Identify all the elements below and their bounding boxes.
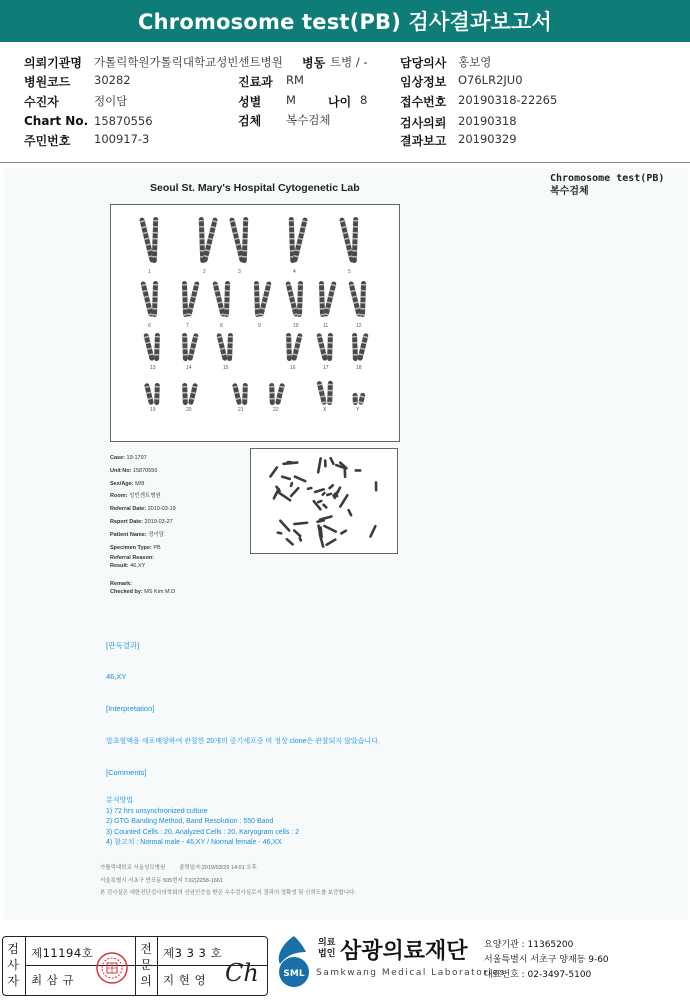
metaphase-chromosome bbox=[286, 461, 292, 464]
interpretation-heading: [Interpretation] bbox=[106, 704, 155, 713]
chromosome-band bbox=[152, 244, 157, 246]
chromosome-number: 5 bbox=[348, 269, 351, 275]
chromosome-band bbox=[327, 354, 332, 356]
specialist-signature: Ch bbox=[225, 959, 259, 987]
chromosome-number: 18 bbox=[356, 365, 362, 371]
method-line-4: 4) 참고치 : Normal male - 46,XY / Normal female - 46,XX bbox=[106, 839, 282, 846]
interpretation-text: 말초혈액을 세포배양하여 관찰한 20개의 중기세포중 비 정상 clone은 관찰되지 않았습니다. bbox=[106, 738, 380, 745]
report-header bbox=[0, 0, 690, 42]
chromosome-number: 20 bbox=[186, 407, 192, 413]
footer-note: 본 검사실은 대한진단검사의학회의 신임인증을 받은 우수검사실로서 결과의 정확성 및 신뢰도를 보증합니다. bbox=[100, 890, 356, 896]
chromosome-band bbox=[297, 308, 302, 310]
chromosome-band bbox=[242, 250, 247, 252]
chromosome-band bbox=[200, 250, 205, 252]
chromosome-band bbox=[286, 342, 291, 344]
report-date-row: Report Date: 2019-03-27 bbox=[110, 518, 173, 525]
chromosome-band bbox=[182, 386, 187, 388]
chromosome-number: 7 bbox=[186, 323, 189, 329]
metaphase-chromosome bbox=[340, 529, 348, 535]
result-row: Result: 46,XY bbox=[110, 563, 146, 570]
dept-value: RM bbox=[286, 73, 304, 87]
chromosome-band bbox=[361, 284, 366, 286]
metaphase-chromosome bbox=[293, 475, 307, 483]
chromosome-number: 15 bbox=[223, 365, 229, 371]
chromosome-band bbox=[328, 384, 333, 386]
metaphase-chromosome bbox=[317, 499, 323, 504]
chromosome-band bbox=[225, 296, 230, 298]
chromosome bbox=[254, 281, 260, 317]
chromosome-number: 19 bbox=[150, 407, 156, 413]
chromosome bbox=[348, 281, 362, 317]
chromosome-band bbox=[199, 232, 204, 234]
findings-heading: [판독결과] bbox=[106, 641, 140, 650]
result-value: 20190329 bbox=[458, 132, 517, 146]
chromosome-band bbox=[227, 354, 232, 356]
chromosome-band bbox=[182, 284, 187, 286]
svg-text:SML: SML bbox=[283, 969, 305, 979]
chromosome-band bbox=[360, 314, 365, 316]
chromosome-band bbox=[225, 290, 230, 292]
chromosome bbox=[319, 281, 325, 317]
metaphase-chromosome bbox=[317, 457, 322, 474]
doctor-label: 담당의사 bbox=[400, 56, 447, 70]
metaphase-spread bbox=[250, 448, 398, 554]
metaphase-chromosome bbox=[289, 486, 300, 497]
chromosome-number: 16 bbox=[290, 365, 296, 371]
chromosome-band bbox=[353, 232, 358, 234]
chromosome-band bbox=[243, 220, 248, 222]
ward-value: 트병 / - bbox=[330, 55, 368, 69]
chromosome-band bbox=[243, 232, 248, 234]
chromosome-band bbox=[353, 238, 358, 240]
tester-registration: 제11194호 bbox=[31, 946, 94, 960]
tester-vertical-label: 검 사 자 bbox=[7, 942, 19, 988]
metaphase-chromosome bbox=[326, 492, 333, 496]
signoff-bar bbox=[0, 928, 690, 1000]
chromosome-band bbox=[183, 348, 188, 350]
reason-row: Referral Reason: bbox=[110, 555, 155, 562]
chromosome-band bbox=[225, 284, 230, 286]
chromosome-band bbox=[182, 290, 187, 292]
chromosome-band bbox=[298, 296, 303, 298]
doctor-value: 홍보영 bbox=[458, 55, 492, 69]
chromosome-band bbox=[361, 290, 366, 292]
chromosome-number: 17 bbox=[323, 365, 329, 371]
chromosome-band bbox=[289, 220, 294, 222]
metaphase-chromosome bbox=[285, 537, 294, 546]
id-value: 100917-3 bbox=[94, 132, 150, 146]
metaphase-chromosome bbox=[324, 459, 327, 467]
chromosome-band bbox=[255, 308, 260, 310]
clinical-label: 임상정보 bbox=[400, 75, 447, 89]
chromosome-band bbox=[183, 308, 188, 310]
chromosome-band bbox=[287, 348, 292, 350]
chromosome-band bbox=[328, 390, 333, 392]
tester-seal-icon bbox=[95, 951, 129, 985]
method-line-1: 1) 72 hrs unsynchronized culture bbox=[106, 807, 208, 815]
metaphase-chromosome bbox=[329, 456, 335, 465]
chromosome-number: X bbox=[323, 407, 327, 413]
chromosome-band bbox=[152, 302, 157, 304]
metaphase-chromosome bbox=[276, 531, 282, 535]
chromosome bbox=[285, 281, 299, 317]
chromosome-band bbox=[269, 386, 274, 388]
chromosome-band bbox=[199, 220, 204, 222]
chromosome-band bbox=[152, 314, 157, 316]
chromosome-band bbox=[319, 296, 324, 298]
chromosome-band bbox=[228, 342, 233, 344]
checked-row: Checked by: MS Kim M.D bbox=[110, 589, 176, 596]
metaphase-chromosome bbox=[321, 491, 326, 496]
chromosome-band bbox=[319, 290, 324, 292]
comments-heading: [Comments] bbox=[106, 768, 147, 777]
hospital-code-label: 병원코드 bbox=[24, 75, 71, 89]
signature-box bbox=[2, 936, 268, 996]
chromosome-band bbox=[155, 342, 160, 344]
corp-prefix: 의료 법인 bbox=[318, 938, 336, 959]
contact-line-3: 대표번호 : 02-3497-5100 bbox=[484, 970, 592, 980]
chromosome-band bbox=[286, 336, 291, 338]
case-details bbox=[110, 452, 176, 596]
chromosome-band bbox=[298, 284, 303, 286]
chromosome-number: 2 bbox=[203, 269, 206, 275]
receipt-value: 20190318-22265 bbox=[458, 93, 558, 107]
chromosome-band bbox=[327, 348, 332, 350]
chromosome-band bbox=[287, 354, 292, 356]
metaphase-chromosome bbox=[347, 508, 353, 517]
chromosome-number: 9 bbox=[258, 323, 261, 329]
chromosome-band bbox=[353, 396, 358, 398]
metaphase-chromosome bbox=[277, 491, 292, 502]
chromosome-band bbox=[154, 398, 159, 400]
chromosome bbox=[186, 281, 200, 317]
sml-logo-icon bbox=[272, 934, 316, 990]
chromosome-band bbox=[242, 244, 247, 246]
chromosome-band bbox=[254, 284, 259, 286]
report-image bbox=[4, 168, 688, 920]
footer-org: 가톨릭대학교 서울성모병원 bbox=[100, 865, 166, 871]
chart-label: Chart No. bbox=[24, 114, 89, 128]
metaphase-chromosome bbox=[323, 524, 338, 533]
metaphase-image bbox=[251, 449, 397, 553]
chromosome-number: 13 bbox=[150, 365, 156, 371]
contact-line-2: 서울특별시 서초구 양재동 9-60 bbox=[484, 955, 609, 965]
chromosome-band bbox=[154, 348, 159, 350]
corner-tag-line2: 복수검체 bbox=[550, 186, 589, 197]
chromosome-band bbox=[153, 238, 158, 240]
chromosome-band bbox=[352, 250, 357, 252]
clinical-value: O76LR2JU0 bbox=[458, 73, 523, 87]
chromosome-band bbox=[254, 290, 259, 292]
chromosome-band bbox=[353, 220, 358, 222]
chromosome-number: 8 bbox=[220, 323, 223, 329]
chromosome-number: 14 bbox=[186, 365, 192, 371]
chromosome-band bbox=[320, 302, 325, 304]
patient-value: 정이담 bbox=[94, 94, 128, 108]
chromosome-band bbox=[153, 284, 158, 286]
chromosome-band bbox=[328, 336, 333, 338]
chromosome-band bbox=[183, 302, 188, 304]
age-label: 나이 bbox=[328, 95, 352, 109]
chromosome-band bbox=[361, 296, 366, 298]
metaphase-chromosome bbox=[281, 475, 292, 480]
chromosome-band bbox=[352, 244, 357, 246]
chromosome-band bbox=[297, 302, 302, 304]
chromosome-band bbox=[327, 402, 332, 404]
chromosome-band bbox=[154, 354, 159, 356]
chromosome bbox=[360, 281, 366, 317]
age-value: 8 bbox=[360, 93, 368, 107]
metaphase-chromosome bbox=[298, 536, 303, 542]
chromosome-band bbox=[328, 342, 333, 344]
metaphase-chromosome bbox=[328, 484, 335, 490]
chromosome-band bbox=[255, 302, 260, 304]
method-line-2: 2) GTG Banding Method, Band Resolution : 550 Band bbox=[106, 818, 274, 825]
chromosome bbox=[212, 281, 226, 317]
specialist-registration: 제3 3 3 호 bbox=[163, 946, 223, 960]
chromosome-band bbox=[243, 386, 248, 388]
ward-label: 병동 bbox=[302, 56, 326, 70]
karyogram bbox=[110, 204, 400, 442]
request-label: 검사의뢰 bbox=[400, 116, 447, 130]
chromosome-number: 11 bbox=[323, 323, 329, 329]
contact-line-1: 요양기관 : 11365200 bbox=[484, 940, 574, 950]
chromosome-band bbox=[242, 398, 247, 400]
chart-value: 15870556 bbox=[94, 114, 153, 128]
chromosome-number: 6 bbox=[148, 323, 151, 329]
metaphase-chromosome bbox=[322, 503, 328, 509]
patient-label: 수진자 bbox=[24, 95, 59, 109]
chromosome-band bbox=[320, 308, 325, 310]
chromosome-band bbox=[155, 392, 160, 394]
method-line-3: 3) Counted Cells : 20, Analyzed Cells : 20, Karyogram cells : 2 bbox=[106, 828, 299, 836]
chromosome-band bbox=[270, 398, 275, 400]
metaphase-chromosome bbox=[278, 519, 291, 532]
method-title: 분석방법 bbox=[106, 797, 134, 804]
chromosome-band bbox=[269, 392, 274, 394]
chromosome-band bbox=[152, 256, 157, 258]
chromosome-band bbox=[360, 308, 365, 310]
chromosome-band bbox=[319, 284, 324, 286]
chromosome-band bbox=[182, 342, 187, 344]
metaphase-chromosome bbox=[289, 482, 293, 488]
chromosome-band bbox=[153, 232, 158, 234]
specimen-value: 복수검체 bbox=[286, 113, 331, 127]
divider bbox=[0, 162, 690, 163]
report-title: Chromosome test(PB) 검사결과보고서 bbox=[138, 10, 552, 34]
sexage-row: Sex/Age: M/8 bbox=[110, 480, 145, 487]
metaphase-chromosome bbox=[293, 521, 308, 525]
method-section bbox=[106, 796, 299, 849]
chromosome-band bbox=[155, 336, 160, 338]
chromosome-number: 1 bbox=[148, 269, 151, 275]
company-name: 삼광의료재단 bbox=[340, 939, 468, 964]
chromosome-band bbox=[360, 302, 365, 304]
client-label: 의뢰기관명 bbox=[24, 56, 82, 70]
chromosome-band bbox=[290, 244, 295, 246]
chromosome-band bbox=[352, 256, 357, 258]
sex-value: M bbox=[286, 93, 296, 107]
chromosome-band bbox=[153, 220, 158, 222]
chromosome-band bbox=[153, 226, 158, 228]
corner-tag bbox=[550, 172, 664, 198]
chromosome-band bbox=[224, 302, 229, 304]
metaphase-chromosome bbox=[369, 524, 377, 538]
metaphase-chromosome bbox=[332, 495, 338, 498]
hospital-code-value: 30282 bbox=[94, 73, 131, 87]
case-row: Case: 19-1797 bbox=[110, 455, 147, 461]
metaphase-chromosome bbox=[333, 486, 342, 500]
chromosome-band bbox=[243, 238, 248, 240]
receipt-label: 접수번호 bbox=[400, 95, 447, 109]
metaphase-chromosome bbox=[339, 493, 350, 508]
chromosome-band bbox=[182, 296, 187, 298]
referral-row: Referral Date: 2019-03-19 bbox=[110, 506, 176, 513]
metaphase-chromosome bbox=[354, 469, 361, 472]
dept-label: 진료과 bbox=[238, 75, 273, 89]
chromosome-band bbox=[153, 296, 158, 298]
chromosome-band bbox=[199, 226, 204, 228]
metaphase-chromosome bbox=[325, 538, 337, 547]
chromosome-band bbox=[183, 398, 188, 400]
chromosome-band bbox=[243, 392, 248, 394]
chromosome-number: 22 bbox=[273, 407, 279, 413]
metaphase-chromosome bbox=[375, 481, 378, 491]
room-row: Room: 성빈센트병원 bbox=[110, 493, 161, 500]
patient-info bbox=[0, 48, 690, 156]
specialist-name: 지 현 영 bbox=[163, 973, 207, 987]
lab-title: Seoul St. Mary's Hospital Cytogenetic Lab bbox=[150, 182, 360, 194]
chromosome-band bbox=[353, 226, 358, 228]
specimen-label: 검체 bbox=[238, 114, 262, 128]
metaphase-chromosome bbox=[306, 486, 312, 490]
chromosome bbox=[297, 281, 303, 317]
sex-label: 성별 bbox=[238, 95, 262, 109]
chromosome-band bbox=[353, 402, 358, 404]
chromosome-band bbox=[182, 336, 187, 338]
chromosome-number: 21 bbox=[238, 407, 244, 413]
company-contact bbox=[484, 938, 609, 983]
chromosome-band bbox=[289, 226, 294, 228]
chromosome-band bbox=[352, 336, 357, 338]
chromosome-band bbox=[153, 290, 158, 292]
chromosome-band bbox=[289, 238, 294, 240]
chromosome bbox=[323, 281, 337, 317]
metaphase-chromosome bbox=[318, 515, 333, 521]
chromosome-band bbox=[297, 314, 302, 316]
chromosome bbox=[182, 281, 188, 317]
chromosome-band bbox=[290, 250, 295, 252]
specialist-vertical-label: 전 문 의 bbox=[140, 942, 152, 988]
footer-address: 서울특별시 서초구 반포동 505번지 T.02)2258-1661 bbox=[100, 877, 223, 884]
chromosome-band bbox=[155, 386, 160, 388]
chromosome-band bbox=[289, 232, 294, 234]
chromosome-band bbox=[353, 348, 358, 350]
chromosome-band bbox=[298, 290, 303, 292]
chromosome-band bbox=[199, 238, 204, 240]
chromosome-number: 3 bbox=[238, 269, 241, 275]
chromosome-number: 12 bbox=[356, 323, 362, 329]
chromosome-band bbox=[228, 336, 233, 338]
chromosome-band bbox=[227, 348, 232, 350]
footer-print-date: 출력일자:2019/03/29 14:01 오후 bbox=[179, 865, 257, 871]
unit-row: Unit No: 15870556 bbox=[110, 467, 158, 474]
chromosome-band bbox=[242, 256, 247, 258]
chromosome-band bbox=[152, 308, 157, 310]
company-subtitle: Samkwang Medical Laboratories bbox=[316, 968, 506, 978]
request-value: 20190318 bbox=[458, 114, 517, 128]
result-label: 결과보고 bbox=[400, 134, 447, 148]
specimen-type-row: Specimen Type: PB bbox=[110, 544, 161, 551]
chromosome-band bbox=[224, 308, 229, 310]
report-footer bbox=[100, 862, 356, 900]
metaphase-chromosome bbox=[269, 466, 279, 478]
chromosome-band bbox=[243, 226, 248, 228]
chromosome-band bbox=[254, 296, 259, 298]
chromosome-band bbox=[327, 396, 332, 398]
chromosome-number: 10 bbox=[293, 323, 299, 329]
chromosome-band bbox=[353, 354, 358, 356]
chromosome-band bbox=[224, 314, 229, 316]
findings-value: 46,XY bbox=[106, 672, 127, 681]
chromosome-number: Y bbox=[356, 407, 360, 413]
client-value: 가톨릭학원가톨릭대학교성빈센트병원 bbox=[94, 55, 283, 69]
remark-row: Remark: bbox=[110, 581, 133, 588]
chromosome bbox=[258, 281, 272, 317]
corner-tag-line1: Chromosome test(PB) bbox=[550, 173, 665, 184]
tester-name: 최 삼 규 bbox=[31, 973, 75, 987]
chromosome-band bbox=[182, 392, 187, 394]
id-label: 주민번호 bbox=[24, 134, 71, 148]
chromosome-band bbox=[183, 354, 188, 356]
chromosome-band bbox=[200, 244, 205, 246]
patient-name-row: Patient Name: 정이담 bbox=[110, 531, 165, 538]
chromosome bbox=[140, 281, 154, 317]
chromosome-band bbox=[352, 342, 357, 344]
metaphase-chromosome bbox=[292, 529, 302, 538]
chromosome bbox=[152, 281, 158, 317]
chromosome-number: 4 bbox=[293, 269, 296, 275]
chromosome-band bbox=[152, 250, 157, 252]
chromosome bbox=[224, 281, 230, 317]
